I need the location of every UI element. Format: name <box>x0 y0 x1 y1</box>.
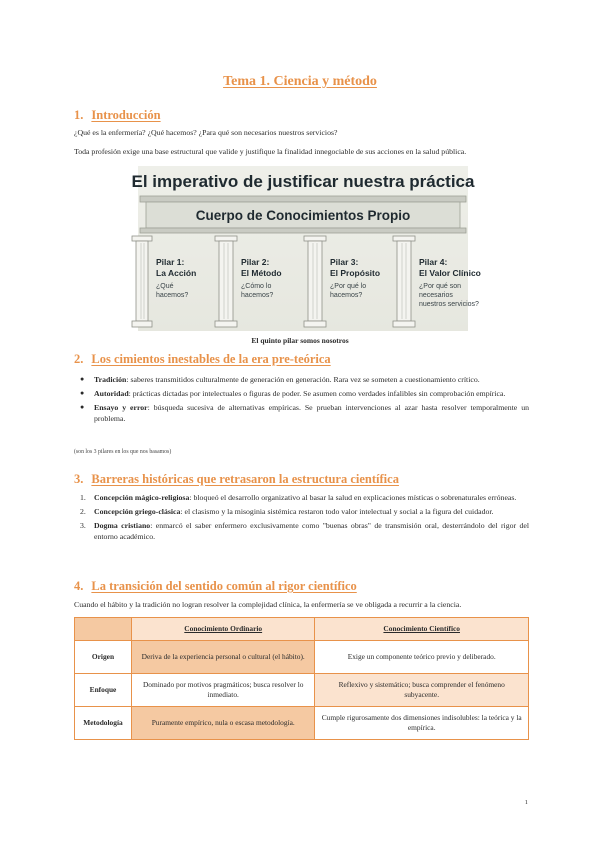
svg-text:hacemos?: hacemos? <box>241 292 274 299</box>
intro-paragraph: Toda profesión exige una base estructural que valide y justifique la finalidad innegociable de sus acciones en la salud pública. <box>74 147 467 156</box>
item-term: Ensayo y error <box>94 403 148 412</box>
pillars-illustration <box>131 166 481 331</box>
section-title: Barreras históricas que retrasaron la estructura científica <box>91 472 399 486</box>
figure-caption: El quinto pilar somos nosotros <box>251 336 349 345</box>
pillar-title: Pilar 3: <box>330 257 359 267</box>
table-row <box>75 641 529 674</box>
section-title: La transición del sentido común al rigor científico <box>91 579 357 593</box>
svg-text:nuestros servicios?: nuestros servicios? <box>419 301 479 308</box>
row-label: Metodología <box>75 707 132 740</box>
item-text: : bloqueó el desarrollo organizativo al basar la salud en explicaciones místicas o sobrenaturales erróneas. <box>189 493 517 502</box>
cell-ordinario: Dominado por motivos pragmáticos; busca resolver lo inmediato. <box>132 674 315 707</box>
section-heading-1 <box>74 108 161 123</box>
item-term: Tradición <box>94 375 127 384</box>
cell-ordinario: Deriva de la experiencia personal o cultural (el hábito). <box>132 641 315 674</box>
section3-list <box>74 492 529 545</box>
item-text: : el clasismo y la misoginia sistémica restaron todo valor intelectual y social a la figura del cuidador. <box>180 507 494 516</box>
item-term: Autoridad <box>94 389 129 398</box>
item-number: 2. <box>80 507 86 516</box>
item-term: Dogma cristiano <box>94 521 151 530</box>
pillar-name: El Método <box>241 268 282 278</box>
figure-beam-label: Cuerpo de Conocimientos Propio <box>195 208 411 223</box>
section-number: 1. <box>74 108 84 122</box>
list-item <box>74 402 529 424</box>
comparison-table <box>74 617 529 740</box>
section-heading-3 <box>74 472 399 487</box>
svg-text:¿Por qué lo: ¿Por qué lo <box>330 283 367 290</box>
row-label: Origen <box>75 641 132 674</box>
section-title: Introducción <box>91 108 161 122</box>
section2-note: (son los 3 pilares en los que nos basamos) <box>74 449 172 455</box>
section4-intro: Cuando el hábito y la tradición no logran resolver la complejidad clínica, la enfermería se ve obligada a recurrir a la ciencia. <box>74 600 462 609</box>
cell-ordinario: Puramente empírico, nula o escasa metodología. <box>132 707 315 740</box>
bullet-icon: ● <box>80 403 85 411</box>
bullet-icon: ● <box>80 389 85 397</box>
page-title: Tema 1. Ciencia y método <box>223 74 377 89</box>
section-heading-2 <box>74 352 331 367</box>
table-header-row <box>75 618 529 641</box>
pillar-title: Pilar 4: <box>419 257 448 267</box>
pillar-2 <box>241 257 282 299</box>
bullet-icon: ● <box>80 375 85 383</box>
section-number: 4. <box>74 579 84 593</box>
pillar-3 <box>330 257 380 299</box>
cell-cientifico: Exige un componente teórico previo y deliberado. <box>315 641 529 674</box>
table-header-cientifico: Conocimiento Científico <box>315 618 529 641</box>
section2-list <box>74 374 529 427</box>
svg-text:necesarios: necesarios <box>419 292 453 299</box>
list-item <box>74 374 529 385</box>
section-heading-4 <box>74 579 357 594</box>
row-label: Enfoque <box>75 674 132 707</box>
page-number: 1 <box>524 799 528 806</box>
section-number: 2. <box>74 352 84 366</box>
cell-cientifico: Cumple rigurosamente dos dimensiones indisolubles: la teórica y la empírica. <box>315 707 529 740</box>
pillar-title: Pilar 2: <box>241 257 270 267</box>
cell-cientifico: Reflexivo y sistemático; busca comprender el fenómeno subyacente. <box>315 674 529 707</box>
pillars-figure <box>131 166 481 331</box>
item-text: : prácticas dictadas por intelectuales o figuras de poder. Se asumen como verdades infalibles sin comprobación empírica. <box>128 389 506 398</box>
item-term: Concepción mágico-religiosa <box>94 493 190 502</box>
list-item <box>74 520 529 542</box>
figure-headline: El imperativo de justificar nuestra práctica <box>131 172 475 191</box>
list-item <box>74 388 529 399</box>
pillar-name: La Acción <box>156 268 197 278</box>
item-text: : enmarcó el saber enfermero exclusivamente como "buenas obras" de transmisión oral, desterrándolo del rigor del entorno académico. <box>94 521 530 541</box>
pillar-4 <box>419 257 481 308</box>
table-header-ordinario: Conocimiento Ordinario <box>132 618 315 641</box>
item-text: : saberes transmitidos culturalmente de generación en generación. Rara vez se someten a cuestionamiento crítico. <box>126 375 480 384</box>
list-item <box>74 492 529 503</box>
svg-text:¿Cómo lo: ¿Cómo lo <box>241 283 272 290</box>
section-number: 3. <box>74 472 84 486</box>
item-term: Concepción griego-clásica <box>94 507 181 516</box>
svg-text:¿Por qué son: ¿Por qué son <box>419 283 462 290</box>
pillar-name: El Propósito <box>330 268 381 278</box>
pillar-1 <box>156 257 196 299</box>
svg-text:¿Qué: ¿Qué <box>156 283 174 290</box>
table-row <box>75 674 529 707</box>
list-item <box>74 506 529 517</box>
section-title: Los cimientos inestables de la era pre-teórica <box>91 352 331 366</box>
table-corner <box>75 618 132 641</box>
svg-text:hacemos?: hacemos? <box>156 292 189 299</box>
svg-text:hacemos?: hacemos? <box>330 292 363 299</box>
pillar-title: Pilar 1: <box>156 257 185 267</box>
table-row <box>75 707 529 740</box>
item-number: 3. <box>80 521 86 530</box>
item-text: : búsqueda sucesiva de alternativas empíricas. Se prueban intervenciones al azar hasta resolver temporalmente un problema. <box>94 403 529 423</box>
item-number: 1. <box>80 493 86 502</box>
pillar-name: El Valor Clínico <box>419 268 481 278</box>
intro-questions: ¿Qué es la enfermería? ¿Qué hacemos? ¿Para qué son necesarios nuestros servicios? <box>74 128 338 137</box>
